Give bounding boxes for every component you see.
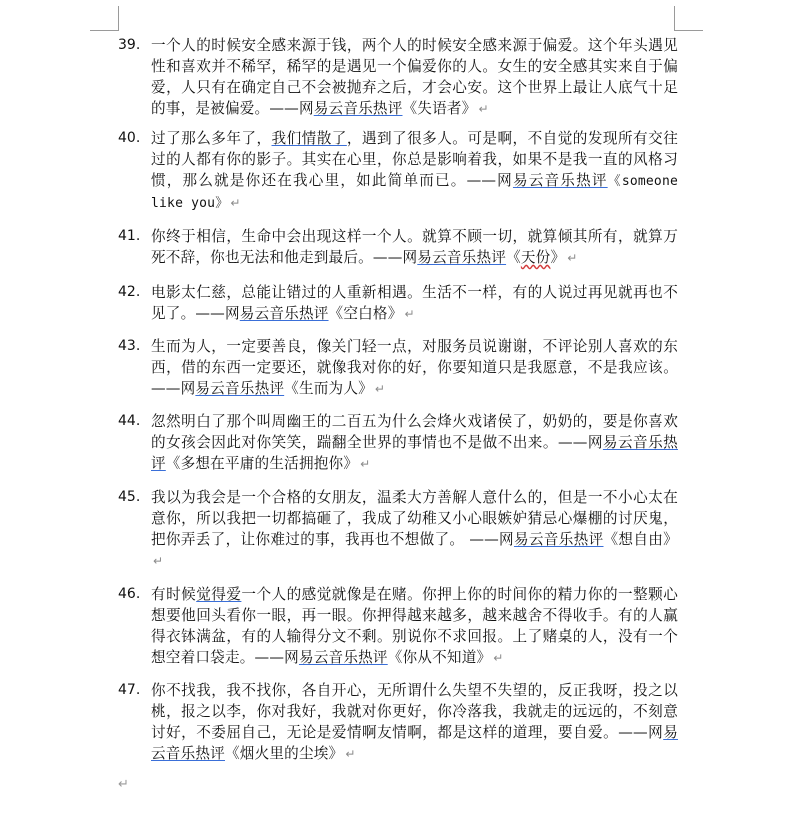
item-number: 45. [118,489,141,505]
source-link[interactable]: 易云音乐热评 [417,249,507,266]
paragraph-mark-icon: ↵ [478,102,489,116]
item-number: 43. [118,338,141,354]
item-number: 39. [118,37,141,53]
list-item [118,35,678,120]
item-text[interactable]: 过了那么多年了，我们情散了，遇到了很多人。可是啊，不自觉的发现所有交往过的人都有你的影子。其实在心里，你总是影响着我，如果不是我一直的风格习惯，那么就是你还在我心里，如此简单而已。——网易云音乐热评《someone like you》 ↵ [151,130,679,211]
paragraph-mark-icon: ↵ [493,651,504,665]
list-item [118,282,678,325]
spellcheck-underline: 天份 [520,249,551,266]
source-link[interactable]: 易云音乐热评 [313,100,403,117]
source-link[interactable]: 易云音乐热评 [512,172,608,189]
list-item [118,584,678,669]
list-item [118,487,678,572]
source-link[interactable]: 易云音乐热评 [151,724,678,762]
paragraph-mark-icon: ↵ [118,777,129,792]
item-text[interactable]: 你不找我，我不找你，各自开心，无所谓什么失望不失望的，反正我呀，投之以桃，报之以李，你对我好，我就对你更好，你冷落我，我就走的远远的，不刻意讨好，不委屈自己，无论是爱情啊友情啊，都是这样的道理，要自爱。——网易云音乐热评《烟火里的尘埃》 ↵ [151,682,678,762]
item-text[interactable]: 电影太仁慈，总能让错过的人重新相遇。生活不一样，有的人说过再见就再也不见了。——网易云音乐热评《空白格》 ↵ [151,284,678,322]
item-number: 47. [118,682,141,698]
item-text[interactable]: 我以为我会是一个合格的女朋友，温柔大方善解人意什么的，但是一不小心太在意你，所以我把一切都搞砸了，我成了幼稚又小心眼嫉妒猜忌心爆棚的讨厌鬼，把你弄丢了，让你难过的事，我再也不想做了。 ——网易云音乐热评《想自由》↵ [151,489,678,568]
item-text[interactable]: 一个人的时候安全感来源于钱，两个人的时候安全感来源于偏爱。这个年头遇见性和喜欢并不稀罕，稀罕的是遇见一个偏爱你的人。女生的安全感其实来自于偏爱，人只有在确定自己不会被抛弃之后，才会心安。这个世界上最让人底气十足的事，是被偏爱。——网易云音乐热评《失语者》 ↵ [151,37,678,117]
list-item [118,411,678,475]
item-number: 41. [118,228,141,244]
paragraph-mark-icon: ↵ [345,747,356,761]
source-link[interactable]: 易云音乐热评 [195,380,285,397]
source-link[interactable]: 易云音乐热评 [151,434,678,472]
paragraph-mark-icon: ↵ [404,307,415,321]
item-text[interactable]: 有时候觉得爱一个人的感觉就像是在赌。你押上你的时间你的精力你的一整颗心想要他回头看你一眼，再一眼。你押得越来越多，越来越舍不得收手。有的人赢得衣钵满盆，有的人输得分文不剩。别说你不求回报。上了赌桌的人，没有一个想空着口袋走。——网易云音乐热评《你从不知道》 ↵ [151,586,678,666]
source-link[interactable]: 易云音乐热评 [513,531,604,548]
paragraph-mark-icon: ↵ [374,382,386,396]
list-item [118,680,678,765]
underlined-phrase: 觉得爱 [196,586,242,603]
underlined-phrase: 我们情散了 [271,130,347,147]
item-number: 46. [118,586,141,602]
item-number: 40. [118,130,141,146]
paragraph-mark-icon: ↵ [153,554,164,568]
list-item [118,336,678,400]
margin-corner-top-right [674,6,703,31]
item-number: 44. [118,413,141,429]
item-number: 42. [118,284,141,300]
source-link[interactable]: 易云音乐热评 [239,305,329,322]
margin-corner-top-left [90,6,119,31]
item-text[interactable]: 生而为人，一定要善良，像关门轻一点，对服务员说谢谢，不评论别人喜欢的东西，借的东西一定要还，就像我对你的好，你要知道只是我愿意，不是我应该。——网易云音乐热评《生而为人》 ↵ [151,338,678,397]
paragraph-mark-icon: ↵ [360,457,371,471]
list-item [118,128,678,214]
paragraph-mark-icon: ↵ [567,251,578,265]
source-link[interactable]: 易云音乐热评 [298,649,388,666]
paragraph-mark-icon: ↵ [230,196,241,210]
list-item [118,226,678,269]
item-text[interactable]: 你终于相信，生命中会出现这样一个人。就算不顾一切，就算倾其所有，就算万死不辞，你也无法和他走到最后。——网易云音乐热评《天份》 ↵ [151,228,678,266]
item-text[interactable]: 忽然明白了那个叫周幽王的二百五为什么会烽火戏诸侯了，奶奶的，要是你喜欢的女孩会因此对你笑笑，踹翻全世界的事情也不是做不出来。——网易云音乐热评《多想在平庸的生活拥抱你》 ↵ [151,413,678,472]
